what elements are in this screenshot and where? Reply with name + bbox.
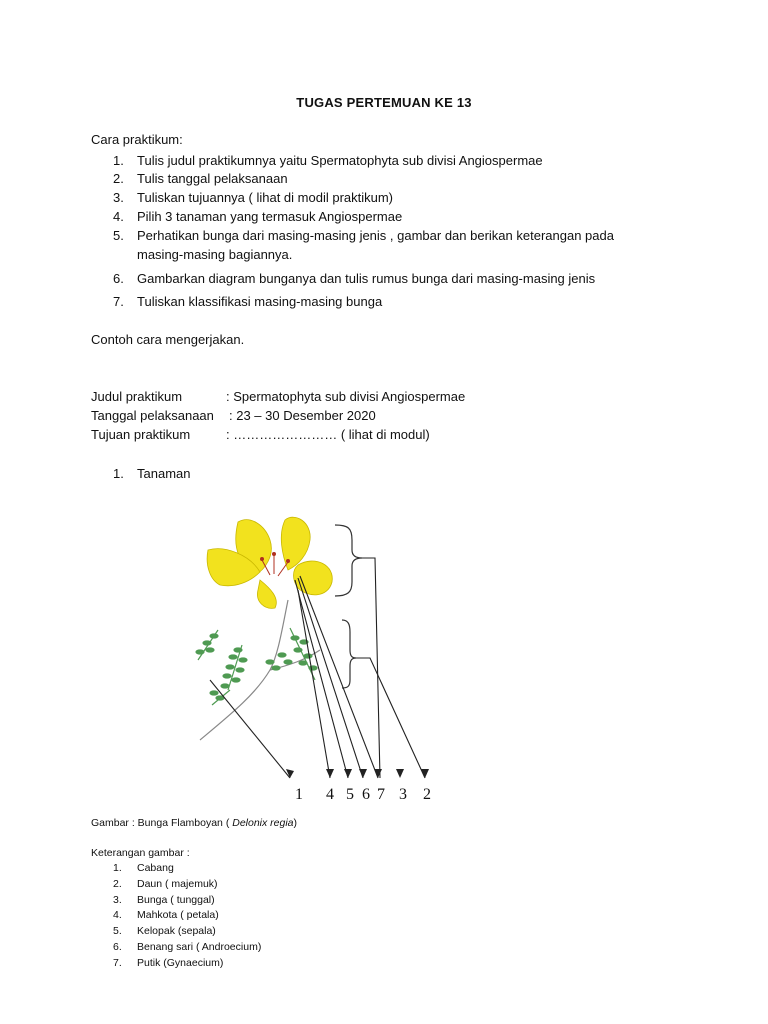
step-text: Pilih 3 tanaman yang termasuk Angiospermae bbox=[137, 209, 403, 224]
legend-number: 5. bbox=[113, 925, 122, 937]
step-number: 5. bbox=[113, 228, 124, 243]
legend-item: Bunga ( tunggal) bbox=[137, 894, 215, 906]
branch bbox=[200, 600, 320, 740]
legend-number: 2. bbox=[113, 878, 122, 890]
section-label: Tanaman bbox=[137, 466, 191, 481]
document-title: TUGAS PERTEMUAN KE 13 bbox=[296, 95, 472, 110]
legend-heading: Keterangan gambar : bbox=[91, 847, 190, 859]
figure-caption bbox=[91, 817, 297, 830]
caption-prefix: Gambar : Bunga Flamboyan ( bbox=[91, 817, 233, 829]
flamboyant-flower-illustration bbox=[170, 510, 450, 810]
flower-petals bbox=[207, 517, 332, 608]
legend-item: Mahkota ( petala) bbox=[137, 909, 219, 921]
legend-number: 6. bbox=[113, 941, 122, 953]
meta-value: : …………………… ( lihat di modul) bbox=[226, 427, 430, 442]
step-text: Gambarkan diagram bunganya dan tulis rumus bunga dari masing-masing jenis bbox=[137, 271, 596, 286]
step-number: 4. bbox=[113, 209, 124, 224]
meta-value: : 23 – 30 Desember 2020 bbox=[229, 408, 376, 423]
figure-label: 6 bbox=[362, 786, 370, 803]
meta-label: Tanggal pelaksanaan bbox=[91, 408, 214, 423]
step-text: Tuliskan klassifikasi masing-masing bunga bbox=[137, 294, 383, 309]
figure-label: 3 bbox=[399, 786, 407, 803]
figure-label: 2 bbox=[423, 786, 431, 803]
legend-item: Benang sari ( Androecium) bbox=[137, 941, 262, 953]
figure-label: 7 bbox=[377, 786, 385, 803]
step-text: Tulis judul praktikumnya yaitu Spermatophyta sub divisi Angiospermae bbox=[137, 153, 543, 168]
caption-suffix: ) bbox=[293, 817, 298, 829]
step-number: 7. bbox=[113, 294, 124, 309]
step-text: Tuliskan tujuannya ( lihat di modil praktikum) bbox=[137, 190, 394, 205]
step-number: 1. bbox=[113, 153, 124, 168]
meta-label: Judul praktikum bbox=[91, 389, 183, 404]
step-number: 2. bbox=[113, 171, 124, 186]
step-number: 6. bbox=[113, 271, 124, 286]
procedure-heading: Cara praktikum: bbox=[91, 132, 183, 147]
step-text: Perhatikan bunga dari masing-masing jenis , gambar dan berikan keterangan pada bbox=[137, 228, 614, 243]
section-number: 1. bbox=[113, 466, 124, 481]
caption-species: Delonix regia bbox=[232, 817, 294, 829]
step-number: 3. bbox=[113, 190, 124, 205]
step-text-continued: masing-masing bagiannya. bbox=[137, 247, 293, 262]
arrowheads bbox=[286, 769, 429, 778]
meta-label: Tujuan praktikum bbox=[91, 427, 191, 442]
figure-label: 5 bbox=[346, 786, 354, 803]
braces bbox=[335, 525, 362, 688]
legend-number: 7. bbox=[113, 957, 122, 969]
example-heading: Contoh cara mengerjakan. bbox=[91, 332, 245, 347]
legend-number: 1. bbox=[113, 862, 122, 874]
legend-number: 4. bbox=[113, 909, 122, 921]
legend-number: 3. bbox=[113, 894, 122, 906]
figure-label: 4 bbox=[326, 786, 334, 803]
meta-value: : Spermatophyta sub divisi Angiospermae bbox=[226, 389, 466, 404]
legend-item: Cabang bbox=[137, 862, 174, 874]
legend-item: Putik (Gynaecium) bbox=[137, 957, 224, 969]
legend-item: Kelopak (sepala) bbox=[137, 925, 216, 937]
figure-label: 1 bbox=[295, 786, 303, 803]
legend-item: Daun ( majemuk) bbox=[137, 878, 218, 890]
step-text: Tulis tanggal pelaksanaan bbox=[137, 171, 288, 186]
